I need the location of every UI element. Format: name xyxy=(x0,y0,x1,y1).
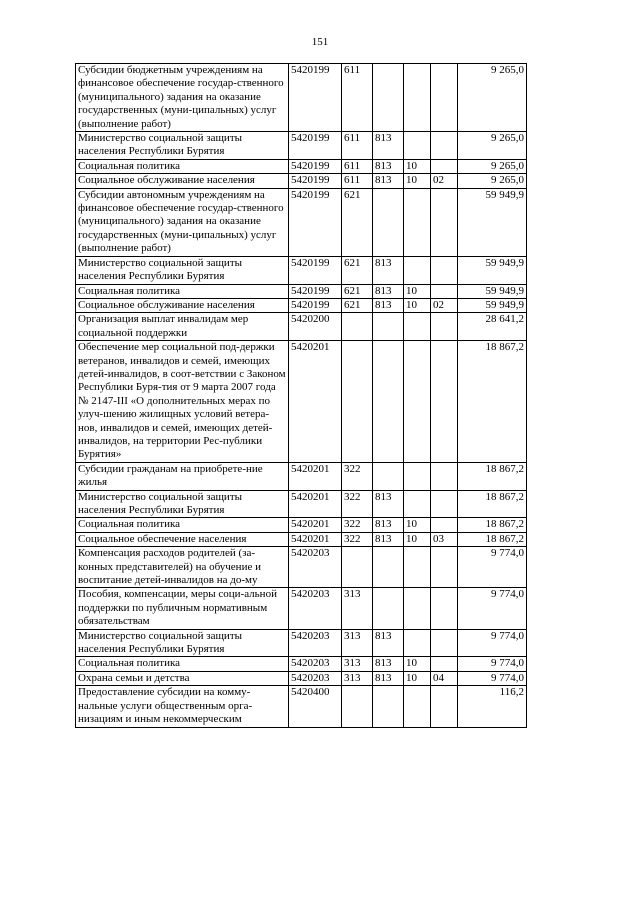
table-row xyxy=(76,298,527,312)
ministry-code-cell: 813 xyxy=(373,671,404,685)
table-row xyxy=(76,64,527,132)
table-row xyxy=(76,313,527,341)
expense-type-cell xyxy=(342,341,373,463)
expense-type-cell xyxy=(342,686,373,727)
expense-type-cell: 322 xyxy=(342,518,373,532)
subsection-cell: 03 xyxy=(431,532,458,546)
section-cell xyxy=(404,686,431,727)
subsection-cell xyxy=(431,188,458,256)
row-name-cell: Министерство социальной защиты населения Республики Бурятия xyxy=(76,256,289,284)
subsection-cell xyxy=(431,657,458,671)
target-code-cell: 5420201 xyxy=(289,518,342,532)
target-code-cell: 5420199 xyxy=(289,132,342,160)
ministry-code-cell xyxy=(373,462,404,490)
expense-type-cell: 313 xyxy=(342,671,373,685)
row-name-cell: Компенсация расходов родителей (за-конных представителей) на обучение и воспитание детей-инвалидов на до-му xyxy=(76,547,289,588)
table-row xyxy=(76,174,527,188)
section-cell xyxy=(404,490,431,518)
table-row xyxy=(76,284,527,298)
expense-type-cell: 322 xyxy=(342,462,373,490)
table-row xyxy=(76,671,527,685)
row-name-cell: Социальная политика xyxy=(76,657,289,671)
target-code-cell: 5420201 xyxy=(289,532,342,546)
ministry-code-cell xyxy=(373,64,404,132)
target-code-cell: 5420201 xyxy=(289,490,342,518)
budget-table xyxy=(75,63,527,728)
expense-type-cell: 322 xyxy=(342,490,373,518)
section-cell xyxy=(404,313,431,341)
row-name-cell: Социальное обслуживание населения xyxy=(76,298,289,312)
ministry-code-cell xyxy=(373,341,404,463)
table-row xyxy=(76,518,527,532)
amount-cell: 9 265,0 xyxy=(458,132,527,160)
expense-type-cell: 611 xyxy=(342,159,373,173)
ministry-code-cell xyxy=(373,547,404,588)
amount-cell: 116,2 xyxy=(458,686,527,727)
row-name-cell: Пособия, компенсации, меры соци-альной поддержки по публичным нормативным обязательствам xyxy=(76,588,289,629)
ministry-code-cell: 813 xyxy=(373,532,404,546)
target-code-cell: 5420400 xyxy=(289,686,342,727)
subsection-cell xyxy=(431,313,458,341)
table-row xyxy=(76,588,527,629)
subsection-cell xyxy=(431,490,458,518)
table-row xyxy=(76,532,527,546)
amount-cell: 9 265,0 xyxy=(458,64,527,132)
expense-type-cell: 611 xyxy=(342,64,373,132)
section-cell xyxy=(404,588,431,629)
expense-type-cell xyxy=(342,547,373,588)
expense-type-cell: 621 xyxy=(342,298,373,312)
subsection-cell: 04 xyxy=(431,671,458,685)
subsection-cell: 02 xyxy=(431,298,458,312)
table-row xyxy=(76,256,527,284)
target-code-cell: 5420203 xyxy=(289,588,342,629)
target-code-cell: 5420203 xyxy=(289,657,342,671)
target-code-cell: 5420203 xyxy=(289,629,342,657)
section-cell: 10 xyxy=(404,532,431,546)
amount-cell: 18 867,2 xyxy=(458,490,527,518)
expense-type-cell: 621 xyxy=(342,188,373,256)
ministry-code-cell xyxy=(373,686,404,727)
ministry-code-cell xyxy=(373,188,404,256)
row-name-cell: Социальная политика xyxy=(76,284,289,298)
amount-cell: 9 774,0 xyxy=(458,671,527,685)
row-name-cell: Организация выплат инвалидам мер социальной поддержки xyxy=(76,313,289,341)
target-code-cell: 5420199 xyxy=(289,159,342,173)
ministry-code-cell: 813 xyxy=(373,298,404,312)
section-cell: 10 xyxy=(404,657,431,671)
section-cell xyxy=(404,547,431,588)
row-name-cell: Охрана семьи и детства xyxy=(76,671,289,685)
section-cell: 10 xyxy=(404,284,431,298)
table-row xyxy=(76,629,527,657)
row-name-cell: Социальное обеспечение населения xyxy=(76,532,289,546)
ministry-code-cell xyxy=(373,588,404,629)
subsection-cell xyxy=(431,132,458,160)
budget-table-body xyxy=(76,64,527,728)
amount-cell: 9 774,0 xyxy=(458,657,527,671)
subsection-cell xyxy=(431,518,458,532)
ministry-code-cell: 813 xyxy=(373,518,404,532)
row-name-cell: Обеспечение мер социальной под-держки ветеранов, инвалидов и семей, имеющих детей-инвалидов, в соот-ветствии с Законом Республики Буря-тия от 9 марта 2007 года № 2147-III «О дополнительных мерах по улуч-шению жилищных условий ветера-нов, инвалидов и семей, имеющих детей-инвалидов, на территории Рес-публики Бурятия» xyxy=(76,341,289,463)
amount-cell: 18 867,2 xyxy=(458,462,527,490)
section-cell xyxy=(404,629,431,657)
row-name-cell: Социальное обслуживание населения xyxy=(76,174,289,188)
table-row xyxy=(76,657,527,671)
table-row xyxy=(76,159,527,173)
section-cell: 10 xyxy=(404,159,431,173)
table-row xyxy=(76,686,527,727)
target-code-cell: 5420199 xyxy=(289,188,342,256)
section-cell xyxy=(404,188,431,256)
amount-cell: 9 265,0 xyxy=(458,174,527,188)
row-name-cell: Социальная политика xyxy=(76,159,289,173)
row-name-cell: Субсидии гражданам на приобрете-ние жилья xyxy=(76,462,289,490)
amount-cell: 9 774,0 xyxy=(458,547,527,588)
target-code-cell: 5420199 xyxy=(289,284,342,298)
ministry-code-cell: 813 xyxy=(373,174,404,188)
amount-cell: 59 949,9 xyxy=(458,188,527,256)
ministry-code-cell: 813 xyxy=(373,629,404,657)
row-name-cell: Предоставление субсидии на комму-нальные услуги общественным орга-низациям и иным некоммерческим xyxy=(76,686,289,727)
expense-type-cell: 621 xyxy=(342,256,373,284)
amount-cell: 9 774,0 xyxy=(458,588,527,629)
amount-cell: 18 867,2 xyxy=(458,341,527,463)
ministry-code-cell: 813 xyxy=(373,490,404,518)
expense-type-cell: 313 xyxy=(342,657,373,671)
target-code-cell: 5420199 xyxy=(289,298,342,312)
expense-type-cell: 313 xyxy=(342,629,373,657)
amount-cell: 59 949,9 xyxy=(458,256,527,284)
section-cell xyxy=(404,256,431,284)
target-code-cell: 5420201 xyxy=(289,341,342,463)
expense-type-cell: 621 xyxy=(342,284,373,298)
subsection-cell xyxy=(431,588,458,629)
expense-type-cell: 611 xyxy=(342,174,373,188)
amount-cell: 18 867,2 xyxy=(458,518,527,532)
section-cell xyxy=(404,462,431,490)
amount-cell: 9 265,0 xyxy=(458,159,527,173)
subsection-cell xyxy=(431,629,458,657)
ministry-code-cell xyxy=(373,313,404,341)
section-cell: 10 xyxy=(404,174,431,188)
row-name-cell: Субсидии автономным учреждениям на финансовое обеспечение государ-ственного (муниципального) задания на оказание государственных (муни-ципальных) услуг (выполнение работ) xyxy=(76,188,289,256)
table-row xyxy=(76,490,527,518)
table-row xyxy=(76,132,527,160)
amount-cell: 18 867,2 xyxy=(458,532,527,546)
amount-cell: 9 774,0 xyxy=(458,629,527,657)
ministry-code-cell: 813 xyxy=(373,657,404,671)
row-name-cell: Социальная политика xyxy=(76,518,289,532)
expense-type-cell xyxy=(342,313,373,341)
subsection-cell xyxy=(431,341,458,463)
section-cell: 10 xyxy=(404,518,431,532)
ministry-code-cell: 813 xyxy=(373,132,404,160)
ministry-code-cell: 813 xyxy=(373,256,404,284)
subsection-cell xyxy=(431,256,458,284)
amount-cell: 59 949,9 xyxy=(458,284,527,298)
subsection-cell: 02 xyxy=(431,174,458,188)
target-code-cell: 5420203 xyxy=(289,547,342,588)
table-row xyxy=(76,188,527,256)
target-code-cell: 5420199 xyxy=(289,64,342,132)
subsection-cell xyxy=(431,284,458,298)
table-row xyxy=(76,547,527,588)
ministry-code-cell: 813 xyxy=(373,284,404,298)
subsection-cell xyxy=(431,159,458,173)
section-cell xyxy=(404,341,431,463)
section-cell xyxy=(404,132,431,160)
subsection-cell xyxy=(431,462,458,490)
page-number: 151 xyxy=(311,36,329,48)
row-name-cell: Министерство социальной защиты населения Республики Бурятия xyxy=(76,629,289,657)
ministry-code-cell: 813 xyxy=(373,159,404,173)
subsection-cell xyxy=(431,686,458,727)
section-cell: 10 xyxy=(404,671,431,685)
expense-type-cell: 313 xyxy=(342,588,373,629)
expense-type-cell: 322 xyxy=(342,532,373,546)
section-cell xyxy=(404,64,431,132)
amount-cell: 28 641,2 xyxy=(458,313,527,341)
expense-type-cell: 611 xyxy=(342,132,373,160)
amount-cell: 59 949,9 xyxy=(458,298,527,312)
table-row xyxy=(76,462,527,490)
subsection-cell xyxy=(431,64,458,132)
target-code-cell: 5420199 xyxy=(289,174,342,188)
table-row xyxy=(76,341,527,463)
target-code-cell: 5420203 xyxy=(289,671,342,685)
row-name-cell: Субсидии бюджетным учреждениям на финансовое обеспечение государ-ственного (муниципального) задания на оказание государственных (муни-ципальных) услуг (выполнение работ) xyxy=(76,64,289,132)
row-name-cell: Министерство социальной защиты населения Республики Бурятия xyxy=(76,132,289,160)
target-code-cell: 5420199 xyxy=(289,256,342,284)
row-name-cell: Министерство социальной защиты населения Республики Бурятия xyxy=(76,490,289,518)
section-cell: 10 xyxy=(404,298,431,312)
target-code-cell: 5420201 xyxy=(289,462,342,490)
target-code-cell: 5420200 xyxy=(289,313,342,341)
subsection-cell xyxy=(431,547,458,588)
